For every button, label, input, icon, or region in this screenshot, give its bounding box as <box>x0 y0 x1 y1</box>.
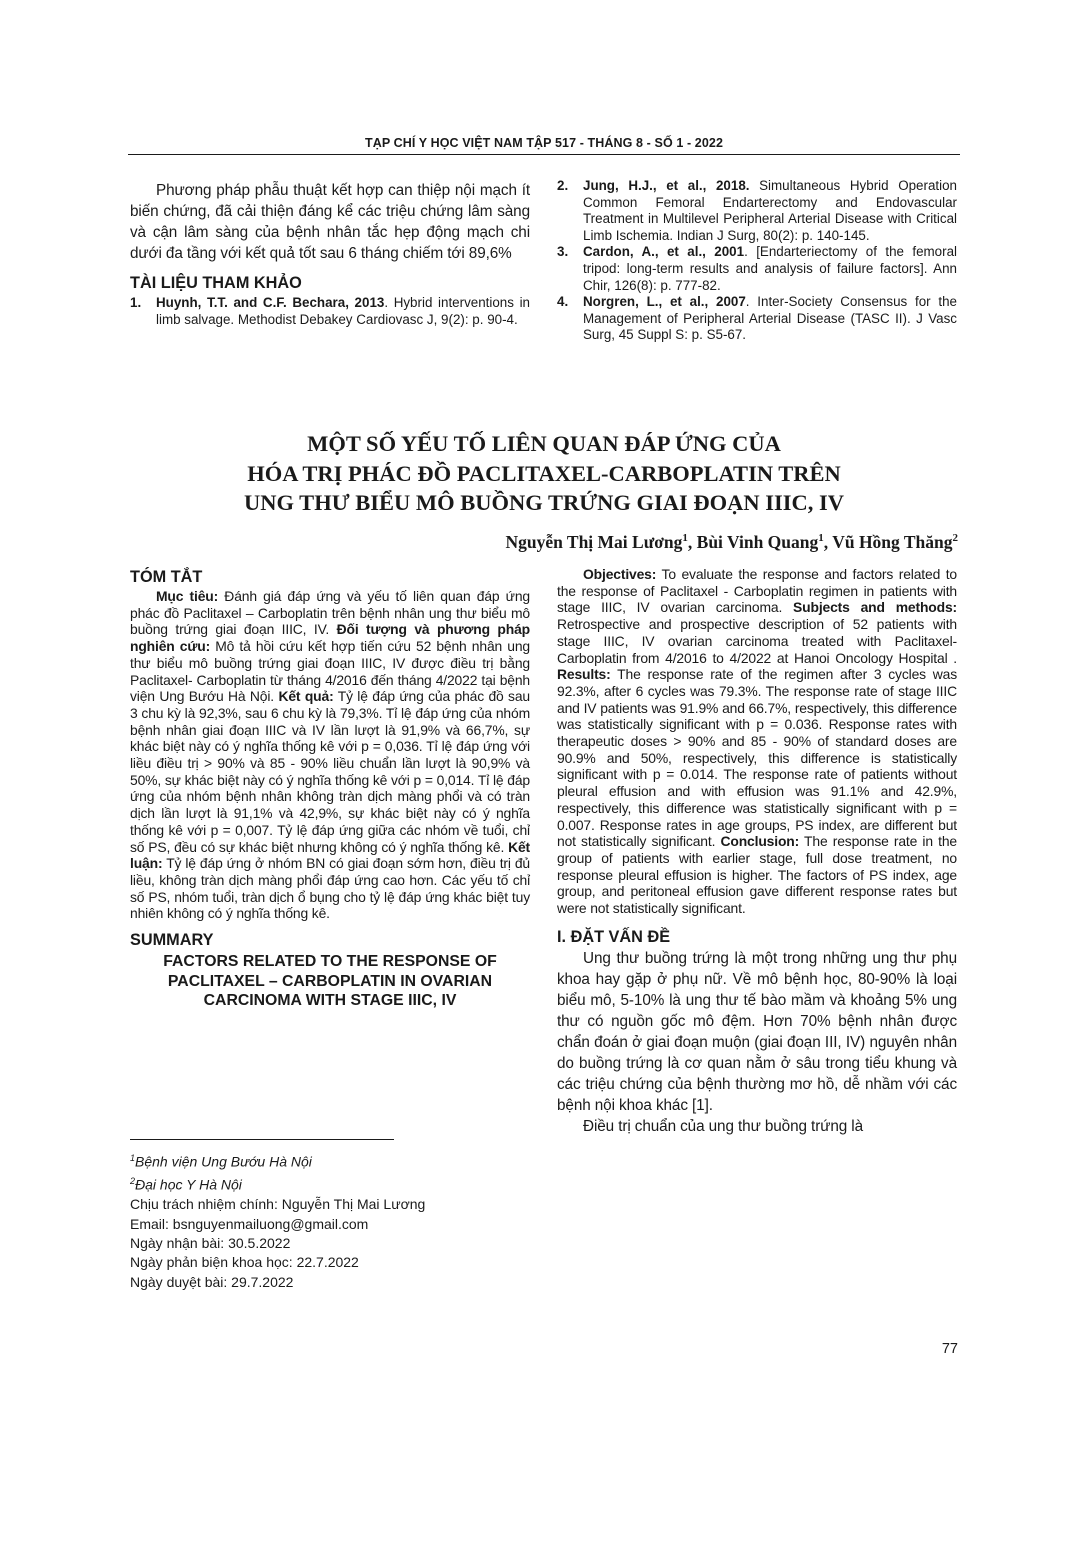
summary-subtitle <box>130 952 530 1011</box>
label-methods: Đối tượng và phương pháp nghiên cứu: <box>130 621 531 655</box>
reference-authors: Norgren, L., et al., 2007 <box>583 294 746 310</box>
author-affiliation: 1 <box>818 532 824 545</box>
label-results: Results: <box>557 666 611 683</box>
reference-item <box>130 295 530 328</box>
abstract-title: TÓM TẮT <box>130 568 203 586</box>
corresponding-author: Chịu trách nhiệm chính: Nguyễn Thị Mai Lương <box>130 1196 426 1213</box>
text-results: The response rate of the regimen after 3 cycles was 92.3%, after 6 cycles was 79.3%. The response rate of stage IIIC and IV patients was 91.9% and 66.7%, respectively, this difference was statistically significant with p = 0.036. Response rates with therapeutic doses > 90% and 85 - 90% of standard doses are 90.9% and 50%, respectively, this difference is statistically significant with p = 0.014. The response rate of patients without pleural effusion and with effusion was 91.1% and 42.9%, respectively, this difference was statistically significant with p = 0.007. Response rates in age groups, PS index, are different but not statistically significant. <box>557 666 957 850</box>
date-received: Ngày nhận bài: 30.5.2022 <box>130 1234 291 1251</box>
reference-citation: Simultaneous Hybrid Operation Common Femoral Endarterectomy and Endovascular Treatment in Multilevel Peripheral Arterial Disease with Critical Limb Ischemia. Indian J Surg, 80(2): p. 140-145. <box>583 178 958 243</box>
date-accepted: Ngày duyệt bài: 29.7.2022 <box>130 1273 294 1290</box>
text-results: Tỷ lệ đáp ứng của phác đồ sau 3 chu kỳ là 92,3%, sau 6 chu kỳ là 79,3%. Tỉ lệ đáp ứng của nhóm bệnh nhân giai đoạn IIIC và IV lần lượt là 91,9% và 66,7%, sự khác biệt này có ý nghĩa thống kê với p = 0,036. Tỉ lệ đáp ứng với liều điều trị > 90% và 85 - 90% liều chuẩn lần lượt là 90,9% và 50%, sự khác biệt này có ý nghĩa thống kê với p = 0,014. Tỉ lệ đáp ứng của nhóm bệnh nhân không tràn dịch màng phổi và có tràn dịch lần lượt là 91,1% và 42,9%, sự khác biệt này có ý nghĩa thống kê với p = 0,007. Tỷ lệ đáp ứng giữa các nhóm về tuổi, chỉ số PS, đều có sự khác biệt nhưng không có ý nghĩa thống kê. <box>130 688 530 855</box>
reference-text <box>156 295 530 328</box>
author-name: Vũ Hồng Thăng <box>832 532 953 552</box>
abstract-column-right <box>557 566 957 1137</box>
reference-text <box>583 294 957 344</box>
reference-authors: Jung, H.J., et al., 2018. <box>583 178 750 193</box>
page-number: 77 <box>941 1341 958 1357</box>
intro-paragraph-1: Ung thư buồng trứng là một trong những ung thư phụ khoa hay gặp ở phụ nữ. Về mô bệnh học, 80-90% là loại biểu mô, 5-10% là ung thư tế bào mầm và khoảng 5% ung thư có nguồn gốc mô đệm. Hơn 70% bệnh nhân được chẩn đoán ở giai đoạn muộn (giai đoạn III, IV) nguyên nhân do buồng trứng là cơ quan nằm ở sâu trong tiểu khung và các triệu chứng của bệnh thường mơ hồ, dễ nhầm với các bệnh nội khoa khác [1]. <box>557 949 957 1114</box>
author-affiliation: 2 <box>952 532 958 545</box>
author-separator: , <box>687 532 697 552</box>
reference-citation: . Inter-Society Consensus for the Management of Peripheral Arterial Disease (TASC II). J Vasc Surg, 45 Suppl S: p. S5-67. <box>583 294 957 343</box>
affiliation-text: Đại học Y Hà Nội <box>135 1176 242 1193</box>
text-conclusion: Tỷ lệ đáp ứng ở nhóm BN có giai đoạn sớm hơn, điều trị đủ liều, không tràn dịch màng phổi đáp ứng cao hơn. Các yếu tố chỉ số PS, nhóm tuổi, tràn dịch ổ bụng cho tỷ lệ đáp ứng khác biệt tuy nhiên không có ý nghĩa thống kê. <box>130 855 530 922</box>
article-title <box>130 429 958 518</box>
reference-item <box>557 294 957 344</box>
reference-list-left <box>130 295 530 328</box>
label-objective: Mục tiêu: <box>156 588 219 604</box>
journal-name: TẠP CHÍ Y HỌC VIỆT NAM TẬP 517 - THÁNG 8 - SỐ 1 - 2022 <box>364 136 724 150</box>
text-conclusion: The response rate in the group of patients with earlier stage, full dose treatment, no response pleural effusion is higher. The factors of PS index, age group, and peritoneal effusion gave different response rates but were not statistically significant. <box>557 833 957 917</box>
previous-article-left <box>130 180 530 328</box>
summary-subtitle-line: PACLITAXEL – CARBOPLATIN IN OVARIAN <box>167 972 493 990</box>
abstract-column-left <box>130 568 530 1011</box>
reference-number: 2. <box>557 178 569 193</box>
label-objectives: Objectives: <box>583 566 657 582</box>
author-name: Bùi Vinh Quang <box>696 532 819 552</box>
reference-citation: . [Endarteriectomy of the femoral tripod: long-term results and analysis of failure factors]. Ann Chir, 126(8): p. 777-82. <box>583 244 958 293</box>
title-line: MỘT SỐ YẾU TỐ LIÊN QUAN ĐÁP ỨNG CỦA <box>307 431 781 456</box>
text-methods: Retrospective and prospective description of 52 patients with stage IIIC, IV ovarian carcinoma treated with Paclitaxel-Carboplatin from 4/2016 to 4/2022 at Hanoi Oncology Hospital . <box>557 616 957 666</box>
author-affiliation: 1 <box>682 532 688 545</box>
reference-citation: . Hybrid interventions in limb salvage. Methodist Debakey Cardiovasc J, 9(2): p. 90-4. <box>156 295 531 327</box>
reference-authors: Huynh, T.T. and C.F. Bechara, 2013 <box>156 295 385 310</box>
reference-item <box>557 244 957 294</box>
abstract-english <box>557 566 957 917</box>
affiliation-2 <box>130 1172 530 1195</box>
email: Email: bsnguyenmailuong@gmail.com <box>130 1215 369 1232</box>
label-conclusion: Conclusion: <box>720 833 800 850</box>
title-line: HÓA TRỊ PHÁC ĐỒ PACLITAXEL-CARBOPLATIN TRÊN <box>247 460 841 486</box>
references-title: TÀI LIỆU THAM KHẢO <box>130 274 302 292</box>
label-conclusion: Kết luận: <box>130 838 530 872</box>
summary-subtitle-line: FACTORS RELATED TO THE RESPONSE OF <box>163 953 497 971</box>
previous-article-right <box>557 178 957 344</box>
previous-conclusion: Phương pháp phẫu thuật kết hợp can thiệp nội mạch ít biến chứng, đã cải thiện đáng kể các triệu chứng lâm sàng và cận lâm sàng của bệnh nhân tắc hẹp động mạch chi dưới đa tầng với kết quả tốt sau 6 tháng chiếm tới 89,6% <box>130 182 530 262</box>
author-name: Nguyễn Thị Mai Lương <box>505 532 683 552</box>
intro-paragraph-2: Điều trị chuẩn của ung thư buồng trứng là <box>583 1117 864 1135</box>
reference-number: 4. <box>557 294 569 310</box>
reference-number: 3. <box>557 244 569 260</box>
reference-number: 1. <box>130 295 142 310</box>
text-objective: Đánh giá đáp ứng và yếu tố liên quan đáp ứng phác đồ Paclitaxel – Carboplatin trên bệnh nhân ung thư biểu mô buồng trứng giai đoạn IIIC, IV. <box>130 588 530 638</box>
reference-list-right <box>557 178 957 344</box>
summary-title: SUMMARY <box>130 931 214 950</box>
author-separator: , <box>823 532 833 552</box>
footnotes <box>130 1149 530 1292</box>
summary-subtitle-line: CARCINOMA WITH STAGE IIIC, IV <box>203 992 457 1010</box>
label-methods: Subjects and methods: <box>793 599 958 616</box>
footnote-divider <box>130 1139 394 1140</box>
affiliation-marker: 2 <box>130 1176 136 1187</box>
author-list <box>505 532 958 553</box>
reference-text <box>583 178 957 244</box>
section-title-intro: I. ĐẶT VẤN ĐỀ <box>557 927 671 946</box>
running-header <box>128 136 960 155</box>
reference-authors: Cardon, A., et al., 2001 <box>583 244 745 260</box>
reference-text <box>583 244 957 294</box>
affiliation-text: Bệnh viện Ung Bướu Hà Nội <box>135 1153 312 1170</box>
abstract-vietnamese <box>130 588 530 922</box>
label-results: Kết quả: <box>278 688 334 705</box>
affiliation-1 <box>130 1149 530 1172</box>
text-methods: Mô tả hồi cứu kết hợp tiến cứu 52 bệnh nhân ung thư biểu mô buồng trứng giai đoạn IIIC, IV được điều trị bằng Paclitaxel- Carboplatin từ tháng 4/2016 đến tháng 4/2022 tại bệnh viện Ung Bướu Hà Nội. <box>130 638 530 705</box>
title-line: UNG THƯ BIỂU MÔ BUỒNG TRỨNG GIAI ĐOẠN IIIC, IV <box>243 490 845 515</box>
reference-item <box>557 178 957 244</box>
text-objectives: To evaluate the response and factors related to the response of Paclitaxel - Carboplatin regimen in patients with stage IIIC, IV ovarian carcinoma. <box>557 566 957 616</box>
date-reviewed: Ngày phản biện khoa học: 22.7.2022 <box>130 1254 359 1271</box>
affiliation-marker: 1 <box>130 1153 136 1163</box>
